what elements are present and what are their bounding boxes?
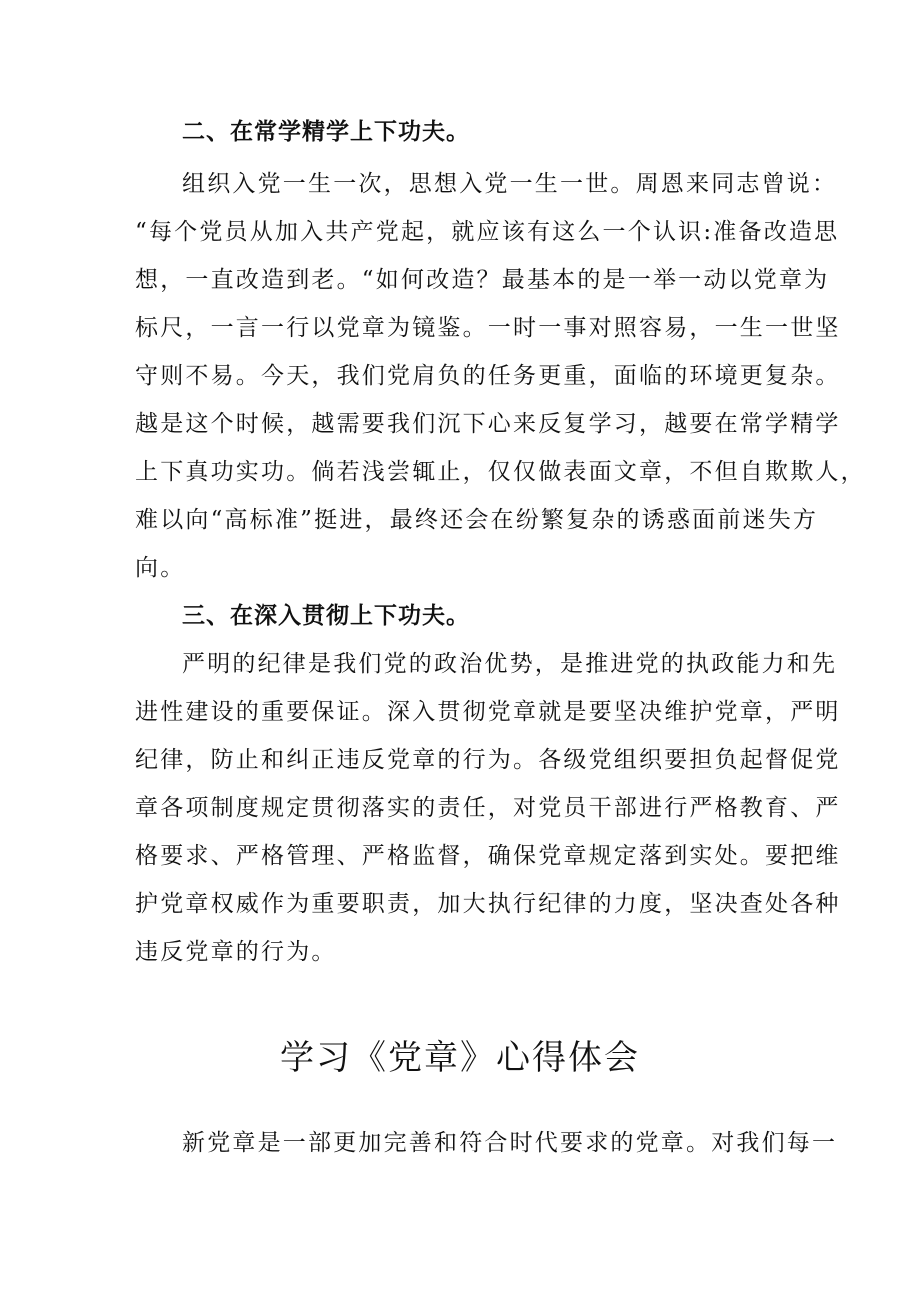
page-title: 学习《党章》心得体会 — [280, 1038, 640, 1078]
paragraph-line: 难以向“高标准”挺进，最终还会在纷繁复杂的诱惑面前迷失方 — [135, 507, 819, 533]
paragraph-line: 新党章是一部更加完善和符合时代要求的党章。对我们每一 — [182, 1130, 838, 1156]
paragraph-line: “每个党员从加入共产党起，就应该有这么一个认识:准备改造思 — [135, 219, 840, 245]
paragraph-line: 严明的纪律是我们党的政治优势，是推进党的执政能力和先 — [182, 651, 838, 677]
paragraph-line: 格要求、严格管理、严格监督，确保党章规定落到实处。要把维 — [135, 843, 841, 869]
paragraph-line: 章各项制度规定贯彻落实的责任，对党员干部进行严格教育、严 — [135, 795, 841, 821]
paragraph-line: 上下真功实功。倘若浅尝辄止，仅仅做表面文章，不但自欺欺人， — [135, 459, 866, 485]
paragraph-line: 组织入党一生一次，思想入党一生一世。周恩来同志曾说： — [182, 171, 838, 197]
section-heading-2: 二、在常学精学上下功夫。 — [182, 119, 470, 145]
paragraph-line: 护党章权威作为重要职责，加大执行纪律的力度，坚决查处各种 — [135, 891, 841, 917]
section-heading-3: 三、在深入贯彻上下功夫。 — [182, 603, 470, 629]
paragraph-line: 纪律，防止和纠正违反党章的行为。各级党组织要担负起督促党 — [135, 747, 841, 773]
paragraph-line: 越是这个时候，越需要我们沉下心来反复学习，越要在常学精学 — [135, 411, 841, 437]
paragraph-line: 向。 — [135, 555, 186, 581]
paragraph-line: 守则不易。今天，我们党肩负的任务更重，面临的环境更复杂。 — [135, 363, 841, 389]
paragraph-line: 标尺，一言一行以党章为镜鉴。一时一事对照容易，一生一世坚 — [135, 315, 841, 341]
paragraph-line: 违反党章的行为。 — [135, 939, 337, 965]
paragraph-line: 想，一直改造到老。“如何改造？最基本的是一举一动以党章为 — [135, 267, 830, 293]
paragraph-line: 进性建设的重要保证。深入贯彻党章就是要坚决维护党章，严明 — [135, 699, 841, 725]
